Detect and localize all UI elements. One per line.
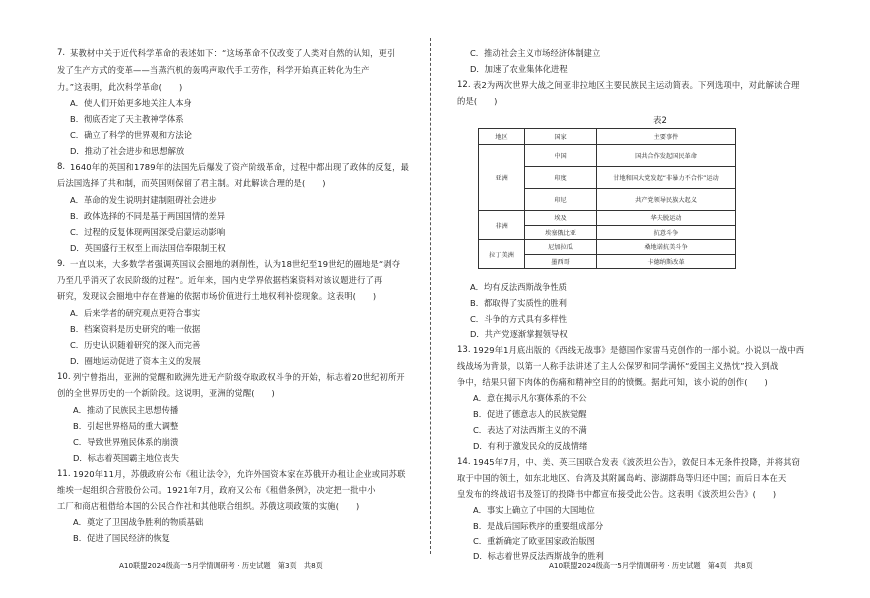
question-11-option-d[interactable]: D．加速了农业集体化进程: [470, 64, 568, 74]
question-7-line-2: 发了生产方式的变革——当蒸汽机的轰鸣声取代手工劳作，科学开始真正转化为生产: [57, 65, 370, 75]
question-7-line-1: 某教材中关于近代科学革命的表述如下：“这场革命不仅改变了人类对自然的认知，更引: [70, 48, 396, 58]
question-13-line-2: 线战场为背景，以第一人称手法讲述了主人公保罗和同学满怀“爱国主义热忱”投入到战: [457, 361, 779, 371]
question-10-line-2: 创的全世界历史的一个新阶段。这说明，亚洲的觉醒( ): [57, 388, 275, 398]
question-8-option-c[interactable]: C．过程的反复体现两国深受启蒙运动影响: [70, 227, 226, 237]
question-14-number: 14.: [457, 457, 471, 467]
question-11-option-b[interactable]: B．促进了国民经济的恢复: [73, 533, 170, 543]
question-14-line-2: 取于中国的领土，如东北地区、台湾及其附属岛屿、澎湖群岛等归还中国；而后日本在天: [457, 473, 787, 483]
question-8-option-b[interactable]: B．政体选择的不同是基于两国国情的差异: [70, 211, 226, 221]
table-cell-country: 埃及: [525, 211, 597, 226]
question-8-number: 8.: [57, 162, 66, 172]
table-cell-country: 墨西哥: [525, 254, 597, 269]
question-11-line-3: 工厂和商店租借给本国的公民合作社和其他联合组织。苏俄这项政策的实施( ): [57, 501, 360, 511]
question-7-option-a[interactable]: A．使人们开始更多地关注人本身: [70, 98, 192, 108]
table-header-row: [479, 129, 736, 145]
question-14-line-3: 皇发布的终战诏书及签订的投降书中都宣布接受此公告。这表明《波茨坦公告》( ): [457, 489, 777, 499]
question-7-line-3: 力。”这表明，此次科学革命( ): [57, 82, 183, 92]
question-11-line-1: 1920年11月，苏俄政府公布《租让法令》，允许外国资本家在苏俄开办租让企业或同苏联: [73, 469, 406, 479]
question-9-line-2: 乃至几乎消灭了农民阶级的过程”。近年来，国内史学界依据档案资料对该议题进行了再: [57, 275, 383, 285]
question-12-line-2: 的是( ): [457, 96, 498, 106]
table-2: [478, 128, 736, 269]
question-10-option-a[interactable]: A．推动了民族民主思想传播: [73, 405, 179, 415]
question-10-number: 10.: [57, 372, 71, 382]
question-8-line-1: 1640年的英国和1789年的法国先后爆发了资产阶级革命，过程中都出现了政体的反复，最: [70, 162, 410, 172]
table-row: [479, 145, 736, 167]
right-page-footer: A10联盟2024级高一5月学情调研考 · 历史试题 第4页 共8页: [549, 561, 753, 570]
question-10-option-c[interactable]: C．导致世界殖民体系的崩溃: [73, 437, 179, 447]
question-9-option-c[interactable]: C．历史认识随着研究的深入而完善: [70, 340, 201, 350]
question-7-option-d[interactable]: D．推动了社会进步和思想解放: [70, 146, 185, 156]
table-cell-event: 抗意斗争: [597, 225, 736, 240]
table-cell-event: 国共合作发起国民革命: [597, 145, 736, 167]
question-9-line-1: 一直以来，大多数学者强调英国议会圈地的剥削性，认为18世纪至19世纪的圈地是“剥夺: [70, 259, 401, 269]
table-cell-event: 华夫脱运动: [597, 211, 736, 226]
question-7-option-b[interactable]: B．彻底否定了天主教神学体系: [70, 114, 184, 124]
question-9-number: 9.: [57, 259, 66, 269]
table-2-title: 表2: [653, 116, 667, 126]
question-12-option-c[interactable]: C．斗争的方式具有多样性: [470, 314, 568, 324]
table-row: [479, 211, 736, 226]
left-page-footer: A10联盟2024级高一5月学情调研考 · 历史试题 第3页 共8页: [119, 561, 323, 570]
table-cell-country: 印尼: [525, 189, 597, 211]
table-cell-country: 中国: [525, 145, 597, 167]
question-14-line-1: 1945年7月，中、美、英三国联合发表《波茨坦公告》，敦促日本无条件投降，并将其窃: [473, 457, 801, 467]
question-12-number: 12.: [457, 80, 471, 90]
table-row: [479, 240, 736, 255]
table-header-region: 地区: [479, 129, 525, 145]
question-8-line-2: 后法国选择了共和制，而英国则保留了君主制。对此解读合理的是( ): [57, 178, 326, 188]
question-9-option-a[interactable]: A．后来学者的研究观点更符合事实: [70, 308, 201, 318]
table-cell-event: 共产党领导民族大起义: [597, 189, 736, 211]
table-cell-event: 甘地和国大党发起“非暴力不合作”运动: [597, 167, 736, 189]
question-13-option-d[interactable]: D．有利于激发民众的反战情绪: [473, 441, 588, 451]
question-13-option-b[interactable]: B．促进了德意志人的民族觉醒: [473, 409, 587, 419]
table-region-latin-america: 拉丁美洲: [479, 240, 525, 269]
question-10-option-b[interactable]: B．引起世界格局的重大调整: [73, 421, 179, 431]
question-12-line-1: 表2为两次世界大战之间亚非拉地区主要民族民主运动简表。下列选项中，对此解读合理: [473, 80, 800, 90]
question-11-line-2: 维埃一起组织合营股份公司。1921年7月，政府又公布《租借条例》，决定把一批中小: [57, 485, 376, 495]
question-14-option-c[interactable]: C．重新确定了欧亚国家政治版图: [473, 536, 595, 546]
question-9-line-3: 研究，发现议会圈地中存在普遍的依据市场价值进行土地权利补偿现象。这表明( ): [57, 291, 377, 301]
question-9-option-d[interactable]: D．圈地运动促进了资本主义的发展: [70, 356, 201, 366]
table-cell-event: 桑地诺抗美斗争: [597, 240, 736, 255]
table-region-asia: 亚洲: [479, 145, 525, 211]
question-10-option-d[interactable]: D．标志着英国霸主地位丧失: [73, 453, 179, 463]
table-region-africa: 非洲: [479, 211, 525, 240]
question-11-number: 11.: [57, 469, 71, 479]
question-12-option-d[interactable]: D．共产党逐渐掌握领导权: [470, 329, 568, 339]
question-11-option-a[interactable]: A．奠定了卫国战争胜利的物质基础: [73, 517, 204, 527]
question-9-option-b[interactable]: B．档案资料是历史研究的唯一依据: [70, 324, 201, 334]
table-cell-country: 埃塞俄比亚: [525, 225, 597, 240]
table-cell-country: 印度: [525, 167, 597, 189]
question-13-line-3: 争中，结果只留下肉体的伤痛和精神空目的的愤慨。据此可知，该小说的创作( ): [457, 377, 768, 387]
question-13-option-a[interactable]: A．意在揭示凡尔赛体系的不公: [473, 393, 587, 403]
question-14-option-d[interactable]: D．标志着世界反法西斯战争的胜利: [473, 551, 604, 561]
question-7-option-c[interactable]: C．确立了科学的世界观和方法论: [70, 130, 192, 140]
question-13-number: 13.: [457, 345, 471, 355]
question-8-option-a[interactable]: A．革命的发生说明封建制阻碍社会进步: [70, 195, 217, 205]
question-14-option-b[interactable]: B．是战后国际秩序的重要组成部分: [473, 521, 604, 531]
question-8-option-d[interactable]: D．英国盛行王权至上而法国信奉限制王权: [70, 243, 226, 253]
table-cell-country: 尼加拉瓜: [525, 240, 597, 255]
table-header-event: 主要事件: [597, 129, 736, 145]
question-10-line-1: 列宁曾指出，亚洲的觉醒和欧洲先进无产阶级夺取政权斗争的开始，标志着20世纪初所开: [73, 372, 405, 382]
question-14-option-a[interactable]: A．事实上确立了中国的大国地位: [473, 505, 595, 515]
question-7-number: 7.: [57, 48, 66, 58]
question-12-option-b[interactable]: B．都取得了实质性的胜利: [470, 298, 567, 308]
question-13-line-1: 1929年1月底出版的《西线无战事》是德国作家雷马克创作的一部小说。小说以一战中西: [473, 345, 805, 355]
question-13-option-c[interactable]: C．表达了对法西斯主义的不满: [473, 425, 587, 435]
table-cell-event: 卡德纳斯改革: [597, 254, 736, 269]
question-11-option-c[interactable]: C．推动社会主义市场经济体制建立: [470, 48, 601, 58]
question-12-option-a[interactable]: A．均有反法西斯战争性质: [470, 282, 567, 292]
table-header-country: 国家: [525, 129, 597, 145]
